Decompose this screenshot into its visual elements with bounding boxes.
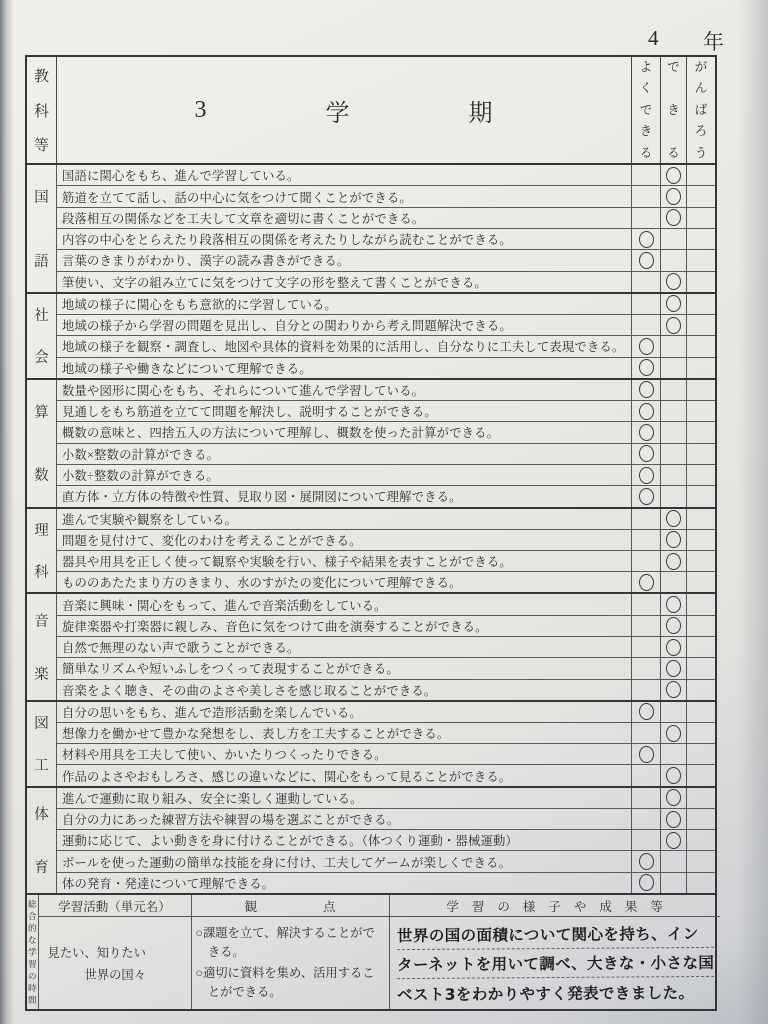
criteria-text: 簡単なリズムや短いふしをつくって表現することができる。 xyxy=(62,662,399,677)
rating-cell-ganbarou xyxy=(686,422,715,442)
criteria-text: 器具や用具を正しく使って観察や実験を行い、様子や結果を表すことができる。 xyxy=(62,555,512,570)
subject-label-char: 工 xyxy=(34,758,49,775)
criteria-text: 言葉のきまりがわかり、漢字の読み書きができる。 xyxy=(62,254,350,269)
rating-circle-mark xyxy=(638,337,654,355)
viewpoint-header xyxy=(192,895,390,916)
rating-circle-mark xyxy=(638,445,654,463)
subject-label xyxy=(27,594,57,699)
subject-label-char: 音 xyxy=(34,614,49,631)
rating-cell-yokudekiru xyxy=(631,380,660,400)
rating-circle-mark xyxy=(638,230,654,248)
integrated-header-row xyxy=(39,895,720,917)
subject-label-char: 体 xyxy=(34,807,49,824)
subject-label-char: 図 xyxy=(34,716,49,733)
criteria-row xyxy=(57,529,715,550)
rating-cell-yokudekiru xyxy=(631,788,660,808)
rating-cell-dekiru xyxy=(660,422,686,442)
rating-cell-ganbarou xyxy=(686,208,715,228)
rating-cell-dekiru xyxy=(660,401,686,421)
rating-cell-dekiru xyxy=(660,336,686,356)
criteria-row xyxy=(57,509,715,529)
integrated-label-line: 総合的 xyxy=(28,899,37,933)
subject-label-char: 理 xyxy=(34,523,49,540)
rating-cell-dekiru xyxy=(660,444,686,464)
rating-cell-dekiru xyxy=(660,358,686,378)
criteria-text: 筋道を立てて話し、話の中心に気をつけて聞くことができる。 xyxy=(62,190,412,205)
subject-label xyxy=(27,380,57,507)
integrated-label-line: な学習 xyxy=(28,935,37,969)
rating-cell-ganbarou xyxy=(686,250,715,270)
subject-label-char: 数 xyxy=(34,468,49,485)
rating-circle-mark xyxy=(665,638,681,656)
rating-cell-ganbarou xyxy=(686,744,715,764)
rating-header-char: ば xyxy=(694,102,708,117)
criteria-row xyxy=(57,228,715,249)
criteria-row xyxy=(57,702,715,722)
rating-cell-ganbarou xyxy=(686,658,715,678)
rating-cell-dekiru xyxy=(660,465,686,485)
criteria-text: 進んで運動に取り組み、安全に楽しく運動している。 xyxy=(62,791,363,806)
rating-cell-ganbarou xyxy=(686,229,715,249)
term-title xyxy=(57,57,631,163)
criteria-text: 作品のよさやおもしろさ、感じの違いなどに、関心をもって見ることができる。 xyxy=(62,769,512,784)
subject-section xyxy=(27,165,715,294)
criteria-row xyxy=(57,314,715,335)
criteria-row xyxy=(57,743,715,764)
subject-column-header xyxy=(27,57,57,163)
rating-cell-yokudekiru xyxy=(631,401,660,421)
rating-cell-ganbarou xyxy=(686,830,715,850)
rating-cell-yokudekiru xyxy=(631,744,660,764)
rating-cell-dekiru xyxy=(660,380,686,400)
rating-cell-dekiru xyxy=(660,315,686,335)
rating-cell-dekiru xyxy=(660,165,686,185)
subject-label xyxy=(27,788,57,893)
rating-circle-mark xyxy=(665,681,681,699)
rating-header-char: う xyxy=(694,145,708,160)
criteria-row xyxy=(57,380,715,400)
subject-label xyxy=(27,509,57,593)
rating-header-char: で xyxy=(639,102,653,117)
rating-circle-mark xyxy=(665,510,681,528)
criteria-text: 旋律楽器や打楽器に親しみ、音色に気をつけて曲を演奏することができる。 xyxy=(62,619,488,634)
rating-header-char: る xyxy=(667,145,680,160)
criteria-text: 数量や図形に関心をもち、それらについて進んで学習している。 xyxy=(62,383,425,398)
subject-label xyxy=(27,165,57,292)
rating-cell-dekiru xyxy=(660,186,686,206)
subject-label-char: 会 xyxy=(34,350,49,367)
criteria-text: 内容の中心をとらえたり段落相互の関係を考えたりしながら読むことができる。 xyxy=(62,233,512,248)
rating-circle-mark xyxy=(665,831,681,849)
rating-cell-ganbarou xyxy=(686,380,715,400)
rating-cell-ganbarou xyxy=(686,616,715,636)
rating-cell-yokudekiru xyxy=(631,465,660,485)
result-header: 学習の様子や成果等 xyxy=(446,899,676,914)
rating-cell-dekiru xyxy=(660,873,686,893)
criteria-row xyxy=(57,788,715,808)
handwritten-comment-line: ターネットを用いて調べ、大きな・小さな国 xyxy=(396,948,713,980)
rating-cell-yokudekiru xyxy=(631,208,660,228)
criteria-row xyxy=(57,636,715,657)
rating-cell-ganbarou xyxy=(686,315,715,335)
rating-header-char: く xyxy=(639,81,653,96)
rating-header-char: る xyxy=(639,145,653,160)
criteria-row xyxy=(57,657,715,678)
criteria-row xyxy=(57,400,715,421)
rating-cell-dekiru xyxy=(660,551,686,571)
criteria-row xyxy=(57,615,715,636)
subject-label-char: 社 xyxy=(34,308,49,325)
rating-circle-mark xyxy=(665,316,681,334)
rating-circle-mark xyxy=(638,466,654,484)
criteria-row xyxy=(57,165,715,185)
handwritten-comment-line: ベスト3をわかりやすく発表できました。 xyxy=(396,983,694,1004)
rating-circle-mark xyxy=(638,487,654,505)
criteria-text: 自然で無理のない声で歌うことができる。 xyxy=(62,641,300,656)
criteria-text: 地域の様子や働きなどについて理解できる。 xyxy=(62,361,312,376)
rating-cell-ganbarou xyxy=(686,401,715,421)
rating-cell-dekiru xyxy=(660,830,686,850)
rating-cell-ganbarou xyxy=(686,465,715,485)
rating-cell-ganbarou xyxy=(686,702,715,722)
rating-cell-yokudekiru xyxy=(631,851,660,871)
criteria-text: 体の発育・発達について理解できる。 xyxy=(62,876,275,891)
rating-circle-mark xyxy=(665,596,681,614)
rating-cell-ganbarou xyxy=(686,272,715,292)
rating-cell-dekiru xyxy=(660,765,686,785)
section-rows xyxy=(57,788,715,893)
rating-cell-yokudekiru xyxy=(631,186,660,206)
rating-circle-mark xyxy=(665,166,681,184)
subject-section xyxy=(27,788,715,895)
activity-line: 世界の国々 xyxy=(84,968,147,982)
rating-cell-ganbarou xyxy=(686,851,715,871)
rating-circle-mark xyxy=(638,381,654,399)
rating-cell-ganbarou xyxy=(686,486,715,506)
criteria-row xyxy=(57,443,715,464)
rating-cell-ganbarou xyxy=(686,723,715,743)
rating-cell-dekiru xyxy=(660,486,686,506)
subject-column-header-char: 教 xyxy=(33,69,49,85)
rating-cell-dekiru xyxy=(660,744,686,764)
criteria-text: 段落相互の関係などを工夫して文章を適切に書くことができる。 xyxy=(62,211,425,226)
rating-cell-dekiru xyxy=(660,208,686,228)
rating-cell-yokudekiru xyxy=(631,165,660,185)
rating-cell-ganbarou xyxy=(686,530,715,550)
subject-section xyxy=(27,509,715,595)
activity-line: 見たい、知りたい xyxy=(47,946,146,960)
subject-section xyxy=(27,594,715,701)
criteria-row xyxy=(57,550,715,571)
subject-section xyxy=(27,294,715,380)
viewpoint-header-char: 点 xyxy=(323,899,336,914)
criteria-row xyxy=(57,485,715,506)
criteria-text: 問題を見付けて、変化のわけを考えることができる。 xyxy=(62,533,362,548)
rating-cell-dekiru xyxy=(660,702,686,722)
criteria-row xyxy=(57,829,715,850)
rating-cell-ganbarou xyxy=(686,680,715,700)
criteria-text: 国語に関心をもち、進んで学習している。 xyxy=(62,169,300,184)
rating-header-dekiru xyxy=(660,57,686,163)
grade-year-suffix: 年 xyxy=(703,30,724,54)
section-rows xyxy=(57,165,715,292)
rating-cell-dekiru xyxy=(660,229,686,249)
activity-header: 学習活動（単元名） xyxy=(39,895,192,916)
rating-header-yokudekiru xyxy=(631,57,660,163)
rating-cell-dekiru xyxy=(660,250,686,270)
criteria-row xyxy=(57,872,715,893)
section-rows xyxy=(57,509,715,593)
integrated-main xyxy=(39,895,720,1009)
criteria-row xyxy=(57,421,715,442)
criteria-text: 想像力を働かせて豊かな発想をし、表し方を工夫することができる。 xyxy=(62,727,450,742)
rating-cell-ganbarou xyxy=(686,873,715,893)
rating-cell-yokudekiru xyxy=(631,637,660,657)
criteria-row xyxy=(57,294,715,314)
rating-circle-mark xyxy=(665,295,681,313)
report-card-table xyxy=(25,55,717,1011)
grade-year-number: 4 xyxy=(648,26,659,50)
viewpoint-cell xyxy=(192,917,390,1009)
integrated-studies-section xyxy=(27,895,715,1009)
subject-label-char: 楽 xyxy=(34,666,49,683)
rating-cell-yokudekiru xyxy=(631,530,660,550)
criteria-row xyxy=(57,335,715,356)
subject-label xyxy=(27,294,57,378)
criteria-row xyxy=(57,271,715,292)
criteria-row xyxy=(57,808,715,829)
rating-cell-dekiru xyxy=(660,809,686,829)
rating-circle-mark xyxy=(665,209,681,227)
rating-cell-ganbarou xyxy=(686,444,715,464)
rating-circle-mark xyxy=(638,874,654,892)
rating-cell-yokudekiru xyxy=(631,272,660,292)
viewpoint-item: ○課題を立て、解決することができる。 xyxy=(195,925,375,959)
criteria-row xyxy=(57,185,715,206)
subject-column-header-char: 等 xyxy=(33,138,49,155)
rating-cell-dekiru xyxy=(660,788,686,808)
rating-cell-dekiru xyxy=(660,272,686,292)
criteria-text: 地域の様子に関心をもち意欲的に学習している。 xyxy=(62,297,337,312)
rating-cell-ganbarou xyxy=(686,788,715,808)
rating-cell-dekiru xyxy=(660,294,686,314)
criteria-text: 運動に応じて、よい動きを身に付けることができる。（体つくり運動・器械運動） xyxy=(62,834,518,849)
rating-cell-dekiru xyxy=(660,572,686,592)
rating-circle-mark xyxy=(665,273,681,291)
subject-label-char: 科 xyxy=(34,564,49,581)
rating-cell-yokudekiru xyxy=(631,680,660,700)
rating-cell-ganbarou xyxy=(686,294,715,314)
rating-cell-yokudekiru xyxy=(631,765,660,785)
subject-label-char: 育 xyxy=(34,860,49,877)
rating-cell-yokudekiru xyxy=(631,594,660,614)
rating-cell-ganbarou xyxy=(686,637,715,657)
rating-cell-yokudekiru xyxy=(631,572,660,592)
rating-cell-yokudekiru xyxy=(631,551,660,571)
criteria-text: 材料や用具を工夫して使い、かいたりつくったりできる。 xyxy=(62,748,387,763)
subjects-table-body xyxy=(27,165,715,895)
rating-header-ganbarou xyxy=(686,57,715,163)
integrated-studies-label xyxy=(27,895,39,1009)
criteria-text: 自分の力にあった練習方法や練習の場を選ぶことができる。 xyxy=(62,813,400,828)
rating-header-char: き xyxy=(667,102,680,117)
section-rows xyxy=(57,294,715,378)
rating-header-char: が xyxy=(694,60,708,74)
section-rows xyxy=(57,702,715,786)
rating-cell-yokudekiru xyxy=(631,702,660,722)
criteria-text: 音楽に興味・関心をもって、進んで音楽活動をしている。 xyxy=(62,598,387,613)
criteria-text: 筆使い、文字の組み立てに気をつけて文字の形を整えて書くことができる。 xyxy=(62,275,487,290)
rating-cell-yokudekiru xyxy=(631,873,660,893)
rating-cell-yokudekiru xyxy=(631,486,660,506)
criteria-text: 音楽をよく聴き、その曲のよさや美しさを感じ取ることができる。 xyxy=(62,683,437,698)
rating-cell-dekiru xyxy=(660,530,686,550)
rating-cell-yokudekiru xyxy=(631,658,660,678)
criteria-text: 見通しをもち筋道を立てて問題を解決し、説明することができる。 xyxy=(62,405,437,420)
rating-cell-yokudekiru xyxy=(631,616,660,636)
rating-cell-dekiru xyxy=(660,723,686,743)
criteria-text: 概数の意味と、四捨五入の方法について理解し、概数を使った計算ができる。 xyxy=(62,426,500,441)
rating-cell-dekiru xyxy=(660,509,686,529)
handwritten-comment-cell xyxy=(390,917,720,1009)
rating-circle-mark xyxy=(638,423,654,441)
subject-label-char: 国 xyxy=(34,190,49,207)
rating-cell-dekiru xyxy=(660,616,686,636)
rating-cell-yokudekiru xyxy=(631,422,660,442)
rating-cell-dekiru xyxy=(660,658,686,678)
section-rows xyxy=(57,594,715,699)
rating-cell-yokudekiru xyxy=(631,294,660,314)
rating-circle-mark xyxy=(638,251,654,269)
rating-circle-mark xyxy=(665,659,681,677)
rating-cell-ganbarou xyxy=(686,336,715,356)
rating-cell-ganbarou xyxy=(686,765,715,785)
subject-section xyxy=(27,702,715,788)
rating-header-char: ん xyxy=(694,81,708,96)
rating-header-char: よ xyxy=(639,60,653,74)
criteria-text: 小数×整数の計算ができる。 xyxy=(62,447,220,462)
rating-cell-yokudekiru xyxy=(631,723,660,743)
rating-cell-yokudekiru xyxy=(631,444,660,464)
rating-cell-ganbarou xyxy=(686,594,715,614)
integrated-body-row xyxy=(39,917,720,1009)
activity-cell xyxy=(39,917,192,1009)
rating-circle-mark xyxy=(638,703,654,721)
subject-label xyxy=(27,702,57,786)
section-rows xyxy=(57,380,715,507)
viewpoint-item: ○適切に資料を集め、活用することができる。 xyxy=(195,966,375,1000)
criteria-text: 小数÷整数の計算ができる。 xyxy=(62,469,219,484)
criteria-text: ボールを使った運動の簡単な技能を身に付け、工夫してゲームが楽しくできる。 xyxy=(62,855,512,870)
criteria-row xyxy=(57,207,715,228)
rating-cell-ganbarou xyxy=(686,809,715,829)
viewpoint-header-char: 観 xyxy=(244,899,258,914)
rating-cell-yokudekiru xyxy=(631,809,660,829)
criteria-row xyxy=(57,679,715,700)
criteria-row xyxy=(57,249,715,270)
subject-label-char: 算 xyxy=(34,404,49,421)
rating-cell-ganbarou xyxy=(686,358,715,378)
subject-label-char: 語 xyxy=(34,253,49,270)
subject-column-header-char: 科 xyxy=(33,103,49,120)
criteria-row xyxy=(57,722,715,743)
criteria-text: 自分の思いをもち、進んで造形活動を楽しんでいる。 xyxy=(62,705,362,720)
rating-header-char: で xyxy=(667,60,680,74)
criteria-row xyxy=(57,850,715,871)
criteria-text: 直方体・立方体の特徴や性質、見取り図・展開図について理解できる。 xyxy=(62,490,462,505)
rating-cell-ganbarou xyxy=(686,509,715,529)
rating-circle-mark xyxy=(638,359,654,377)
rating-header-char: き xyxy=(639,124,653,139)
rating-cell-ganbarou xyxy=(686,165,715,185)
criteria-text: 地域の様子から学習の問題を見出し、自分との関わりから考え問題解決できる。 xyxy=(62,319,512,334)
rating-cell-dekiru xyxy=(660,851,686,871)
rating-circle-mark xyxy=(638,853,654,871)
rating-circle-mark xyxy=(665,187,681,205)
rating-cell-dekiru xyxy=(660,594,686,614)
rating-cell-ganbarou xyxy=(686,572,715,592)
integrated-label-line: の時間 xyxy=(28,971,37,1005)
term-number: 3 xyxy=(194,96,208,123)
rating-circle-mark xyxy=(665,724,681,742)
term-char-1: 学 xyxy=(325,100,351,127)
rating-circle-mark xyxy=(665,767,681,785)
rating-circle-mark xyxy=(665,552,681,570)
criteria-row xyxy=(57,357,715,378)
rating-circle-mark xyxy=(665,531,681,549)
criteria-text: 地域の様子を観察・調査し、地図や具体的資料を効果的に活用し、自分なりに工夫して表現できる。 xyxy=(62,340,625,355)
criteria-row xyxy=(57,571,715,592)
rating-cell-yokudekiru xyxy=(631,509,660,529)
rating-circle-mark xyxy=(638,573,654,591)
grade-year-label xyxy=(648,26,724,56)
handwritten-comment-line: 世界の国の面積について関心を持ち、イン xyxy=(396,919,713,951)
rating-cell-ganbarou xyxy=(686,551,715,571)
rating-cell-yokudekiru xyxy=(631,315,660,335)
rating-header-char: ろ xyxy=(694,124,708,139)
criteria-row xyxy=(57,594,715,614)
criteria-row xyxy=(57,764,715,785)
rating-cell-yokudekiru xyxy=(631,336,660,356)
rating-circle-mark xyxy=(665,789,681,807)
rating-cell-ganbarou xyxy=(686,186,715,206)
rating-circle-mark xyxy=(638,402,654,420)
rating-cell-dekiru xyxy=(660,680,686,700)
rating-cell-yokudekiru xyxy=(631,229,660,249)
rating-circle-mark xyxy=(638,745,654,763)
rating-cell-yokudekiru xyxy=(631,250,660,270)
criteria-text: もののあたたまり方のきまり、水のすがたの変化について理解できる。 xyxy=(62,576,462,591)
rating-circle-mark xyxy=(665,810,681,828)
rating-cell-yokudekiru xyxy=(631,830,660,850)
rating-circle-mark xyxy=(665,617,681,635)
rating-cell-yokudekiru xyxy=(631,358,660,378)
criteria-row xyxy=(57,464,715,485)
term-char-2: 期 xyxy=(468,100,494,127)
rating-cell-dekiru xyxy=(660,637,686,657)
table-header-row xyxy=(27,57,715,165)
criteria-text: 進んで実験や観察をしている。 xyxy=(62,512,237,527)
subject-section xyxy=(27,380,715,509)
